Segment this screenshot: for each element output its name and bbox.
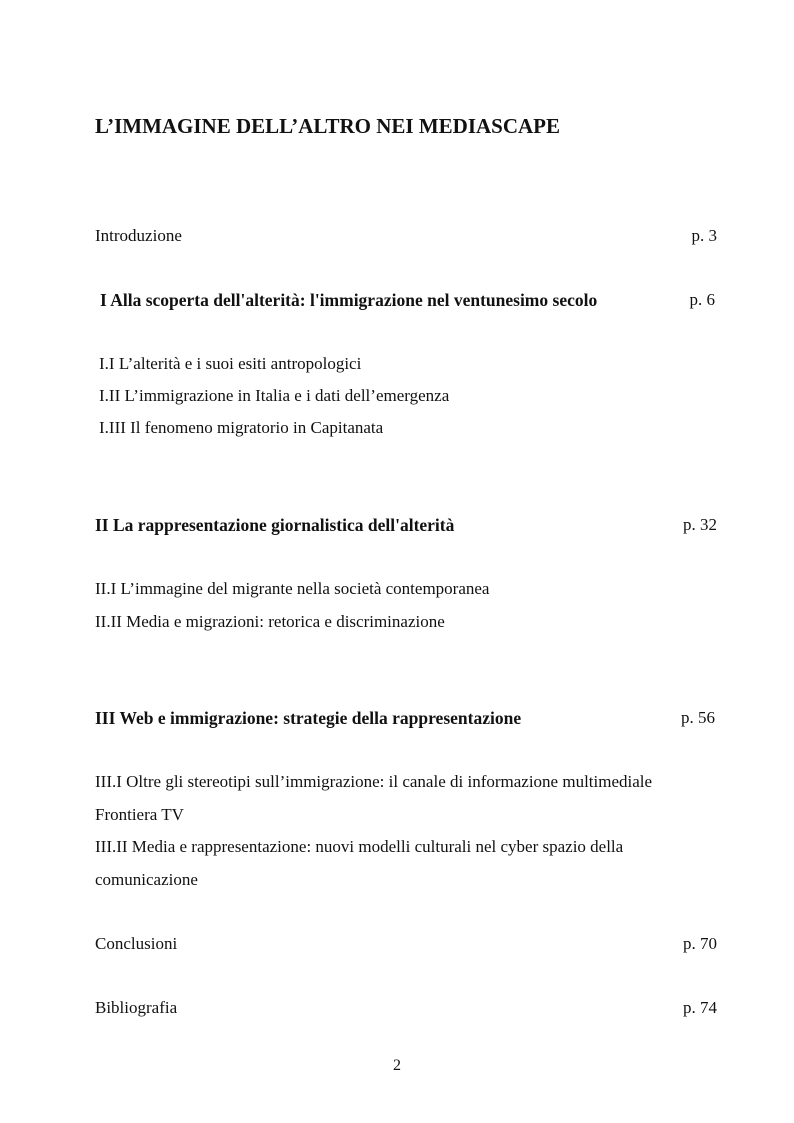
toc-section-1-2: I.II L’immigrazione in Italia e i dati dell’emergenza xyxy=(99,386,450,405)
toc-page-introduction: p. 3 xyxy=(691,226,717,245)
toc-section-3-2-cont: comunicazione xyxy=(95,870,198,889)
toc-section-2-1: II.I L’immagine del migrante nella società contemporanea xyxy=(95,579,490,598)
toc-chapter-2: II La rappresentazione giornalistica dell'alterità xyxy=(95,515,455,535)
toc-entry-conclusions: Conclusioni xyxy=(95,934,178,953)
toc-section-3-1: III.I Oltre gli stereotipi sull’immigrazione: il canale di informazione multimediale xyxy=(95,772,653,791)
toc-chapter-3: III Web e immigrazione: strategie della rappresentazione xyxy=(95,708,522,728)
toc-page-bibliography: p. 74 xyxy=(683,998,717,1017)
toc-entry-bibliography: Bibliografia xyxy=(95,998,178,1017)
page-number: 2 xyxy=(393,1057,401,1074)
toc-section-1-3: I.III Il fenomeno migratorio in Capitanata xyxy=(99,418,384,437)
toc-chapter-1: I Alla scoperta dell'alterità: l'immigrazione nel ventunesimo secolo xyxy=(100,290,598,310)
toc-section-2-2: II.II Media e migrazioni: retorica e discriminazione xyxy=(95,612,445,631)
toc-section-1-1: I.I L’alterità e i suoi esiti antropologici xyxy=(99,354,362,373)
toc-page-chapter-1: p. 6 xyxy=(689,290,715,309)
toc-section-3-1-cont: Frontiera TV xyxy=(95,805,184,824)
toc-page-chapter-3: p. 56 xyxy=(681,708,715,727)
toc-page-conclusions: p. 70 xyxy=(683,934,717,953)
toc-page-chapter-2: p. 32 xyxy=(683,515,717,534)
toc-section-3-2: III.II Media e rappresentazione: nuovi modelli culturali nel cyber spazio della xyxy=(95,837,624,856)
document-title: L’IMMAGINE DELL’ALTRO NEI MEDIASCAPE xyxy=(95,114,561,138)
toc-entry-introduction: Introduzione xyxy=(95,226,182,245)
